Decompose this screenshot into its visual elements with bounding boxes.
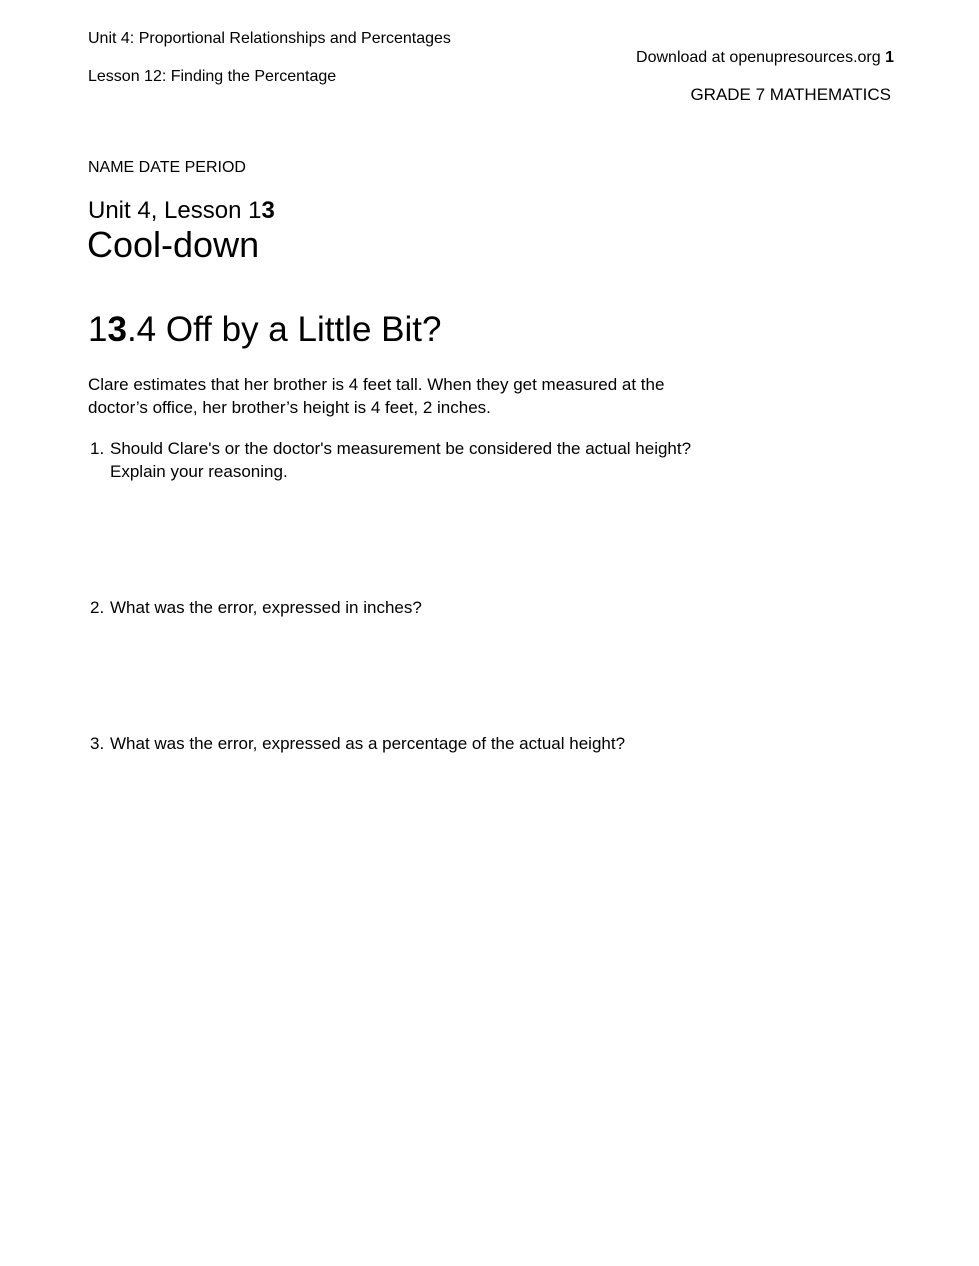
activity-num-bold: 3 <box>107 310 127 349</box>
header-unit: Unit 4: Proportional Relationships and Percentages <box>88 30 451 47</box>
name-date-period: NAME DATE PERIOD <box>88 159 246 176</box>
header-download <box>636 49 894 67</box>
page-title: Cool-down <box>87 224 260 265</box>
question-line-2: Explain your reasoning. <box>110 462 288 481</box>
question-number: 1. <box>90 439 105 458</box>
header-lesson: Lesson 12: Finding the Percentage <box>88 68 337 85</box>
subtitle-bold: 3 <box>261 197 275 224</box>
download-text: Download at openupresources.org <box>636 49 881 66</box>
activity-num-prefix: 1 <box>88 310 108 349</box>
question-text <box>110 437 740 483</box>
activity-rest: .4 Off by a Little Bit? <box>126 310 442 349</box>
question-number: 3. <box>90 734 105 753</box>
header-grade: GRADE 7 MATHEMATICS <box>690 85 891 104</box>
intro-line-2: doctor’s office, her brother’s height is 4 feet, 2 inches. <box>88 398 491 417</box>
subtitle-prefix: Unit 4, Lesson 1 <box>88 197 262 224</box>
question-3 <box>90 732 740 755</box>
question-2 <box>90 596 740 619</box>
question-line-1: Should Clare's or the doctor's measurement be considered the actual height? <box>110 439 692 458</box>
intro-paragraph <box>88 373 728 419</box>
question-text: What was the error, expressed in inches? <box>110 598 422 617</box>
question-number: 2. <box>90 598 105 617</box>
question-1 <box>90 437 740 483</box>
intro-line-1: Clare estimates that her brother is 4 feet tall. When they get measured at the <box>88 375 665 394</box>
page-number: 1 <box>885 49 894 66</box>
activity-title <box>88 310 441 350</box>
lesson-subtitle <box>88 197 275 225</box>
question-text: What was the error, expressed as a percentage of the actual height? <box>110 734 626 753</box>
